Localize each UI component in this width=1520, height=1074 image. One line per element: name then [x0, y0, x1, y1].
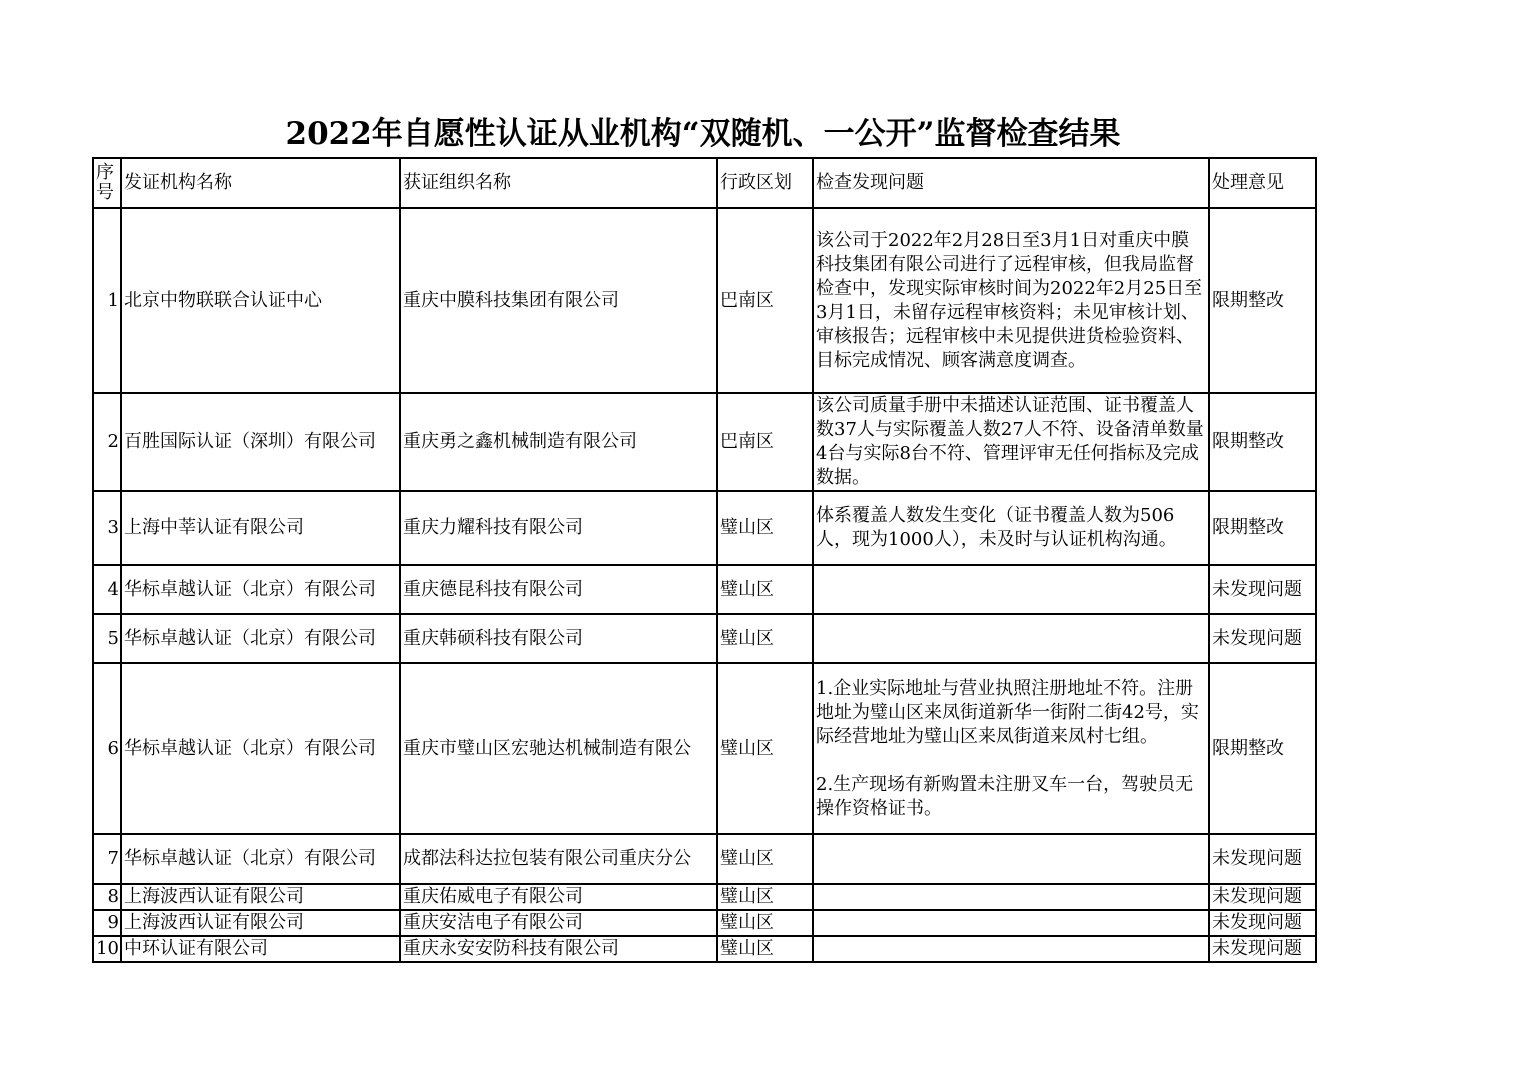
row-org: 重庆韩硕科技有限公司: [400, 614, 717, 663]
row-findings: [813, 663, 1209, 834]
table-row: [93, 884, 1316, 910]
row-seq: 3: [93, 491, 121, 565]
table-row: [93, 208, 1316, 393]
row-district: 璧山区: [717, 491, 813, 565]
table-row: [93, 614, 1316, 663]
row-findings: 该公司质量手册中未描述认证范围、证书覆盖人数37人与实际覆盖人数27人不符、设备清单数量4台与实际8台不符、管理评审无任何指标及完成数据。: [813, 393, 1209, 491]
row-seq: 6: [93, 663, 121, 834]
row-findings: [813, 614, 1209, 663]
row-district: 璧山区: [717, 910, 813, 936]
table-header-row: [93, 158, 1316, 208]
row-opinion: 未发现问题: [1209, 565, 1316, 614]
row-findings: [813, 884, 1209, 910]
header-district: 行政区划: [717, 158, 813, 208]
row-district: 璧山区: [717, 936, 813, 962]
row-cert-body: 华标卓越认证（北京）有限公司: [121, 565, 400, 614]
row-seq: 5: [93, 614, 121, 663]
table-row: [93, 834, 1316, 884]
row-district: 璧山区: [717, 565, 813, 614]
row-org: 重庆永安安防科技有限公司: [400, 936, 717, 962]
table-row: [93, 491, 1316, 565]
row-district: 巴南区: [717, 393, 813, 491]
header-org: 获证组织名称: [400, 158, 717, 208]
header-seq: 序号: [93, 158, 121, 208]
table-row: [93, 936, 1316, 962]
table-row: [93, 663, 1316, 834]
row-org: 重庆中膜科技集团有限公司: [400, 208, 717, 393]
row-opinion: 未发现问题: [1209, 614, 1316, 663]
findings-text: 1.企业实际地址与营业执照注册地址不符。注册地址为璧山区来凤街道新华一街附二街42号，实际经营地址为璧山区来凤街道来凤村七组。 2.生产现场有新购置未注册叉车一台，驾驶员无操作资格证书。: [816, 677, 1199, 819]
row-findings: [813, 565, 1209, 614]
row-district: 璧山区: [717, 884, 813, 910]
row-org: 重庆安洁电子有限公司: [400, 910, 717, 936]
row-opinion: 限期整改: [1209, 208, 1316, 393]
row-seq: 7: [93, 834, 121, 884]
row-cert-body: 上海波西认证有限公司: [121, 884, 400, 910]
page-title: 2022年自愿性认证从业机构“双随机、一公开”监督检查结果: [285, 116, 1121, 152]
row-cert-body: 华标卓越认证（北京）有限公司: [121, 834, 400, 884]
inspection-results-table: [92, 157, 1317, 963]
row-org: 重庆勇之鑫机械制造有限公司: [400, 393, 717, 491]
row-org: 重庆力耀科技有限公司: [400, 491, 717, 565]
row-cert-body: 上海中莘认证有限公司: [121, 491, 400, 565]
row-org: 重庆市璧山区宏驰达机械制造有限公: [400, 663, 717, 834]
row-opinion: 未发现问题: [1209, 936, 1316, 962]
row-seq: 8: [93, 884, 121, 910]
table-row: [93, 910, 1316, 936]
row-seq: 10: [93, 936, 121, 962]
row-org: 重庆德昆科技有限公司: [400, 565, 717, 614]
row-org: 重庆佑威电子有限公司: [400, 884, 717, 910]
row-cert-body: 北京中物联联合认证中心: [121, 208, 400, 393]
row-seq: 4: [93, 565, 121, 614]
row-findings: [813, 936, 1209, 962]
row-cert-body: 上海波西认证有限公司: [121, 910, 400, 936]
header-opinion: 处理意见: [1209, 158, 1316, 208]
row-opinion: 限期整改: [1209, 663, 1316, 834]
row-cert-body: 华标卓越认证（北京）有限公司: [121, 663, 400, 834]
row-findings: 该公司于2022年2月28日至3月1日对重庆中膜科技集团有限公司进行了远程审核，但我局监督检查中，发现实际审核时间为2022年2月25日至3月1日，未留存远程审核资料；未见审核计划、审核报告；远程审核中未见提供进货检验资料、目标完成情况、顾客满意度调查。: [813, 208, 1209, 393]
table-row: [93, 565, 1316, 614]
row-opinion: 限期整改: [1209, 393, 1316, 491]
row-seq: 1: [93, 208, 121, 393]
row-findings: [813, 910, 1209, 936]
table-row: [93, 393, 1316, 491]
row-cert-body: 中环认证有限公司: [121, 936, 400, 962]
row-findings: [813, 834, 1209, 884]
row-opinion: 未发现问题: [1209, 834, 1316, 884]
header-findings: 检查发现问题: [813, 158, 1209, 208]
row-cert-body: 百胜国际认证（深圳）有限公司: [121, 393, 400, 491]
row-district: 璧山区: [717, 663, 813, 834]
row-cert-body: 华标卓越认证（北京）有限公司: [121, 614, 400, 663]
row-district: 璧山区: [717, 614, 813, 663]
row-opinion: 限期整改: [1209, 491, 1316, 565]
row-seq: 9: [93, 910, 121, 936]
row-district: 璧山区: [717, 834, 813, 884]
row-seq: 2: [93, 393, 121, 491]
header-cert-body: 发证机构名称: [121, 158, 400, 208]
row-opinion: 未发现问题: [1209, 910, 1316, 936]
row-opinion: 未发现问题: [1209, 884, 1316, 910]
row-findings: 体系覆盖人数发生变化（证书覆盖人数为506人，现为1000人），未及时与认证机构沟通。: [813, 491, 1209, 565]
row-district: 巴南区: [717, 208, 813, 393]
row-org: 成都法科达拉包装有限公司重庆分公: [400, 834, 717, 884]
